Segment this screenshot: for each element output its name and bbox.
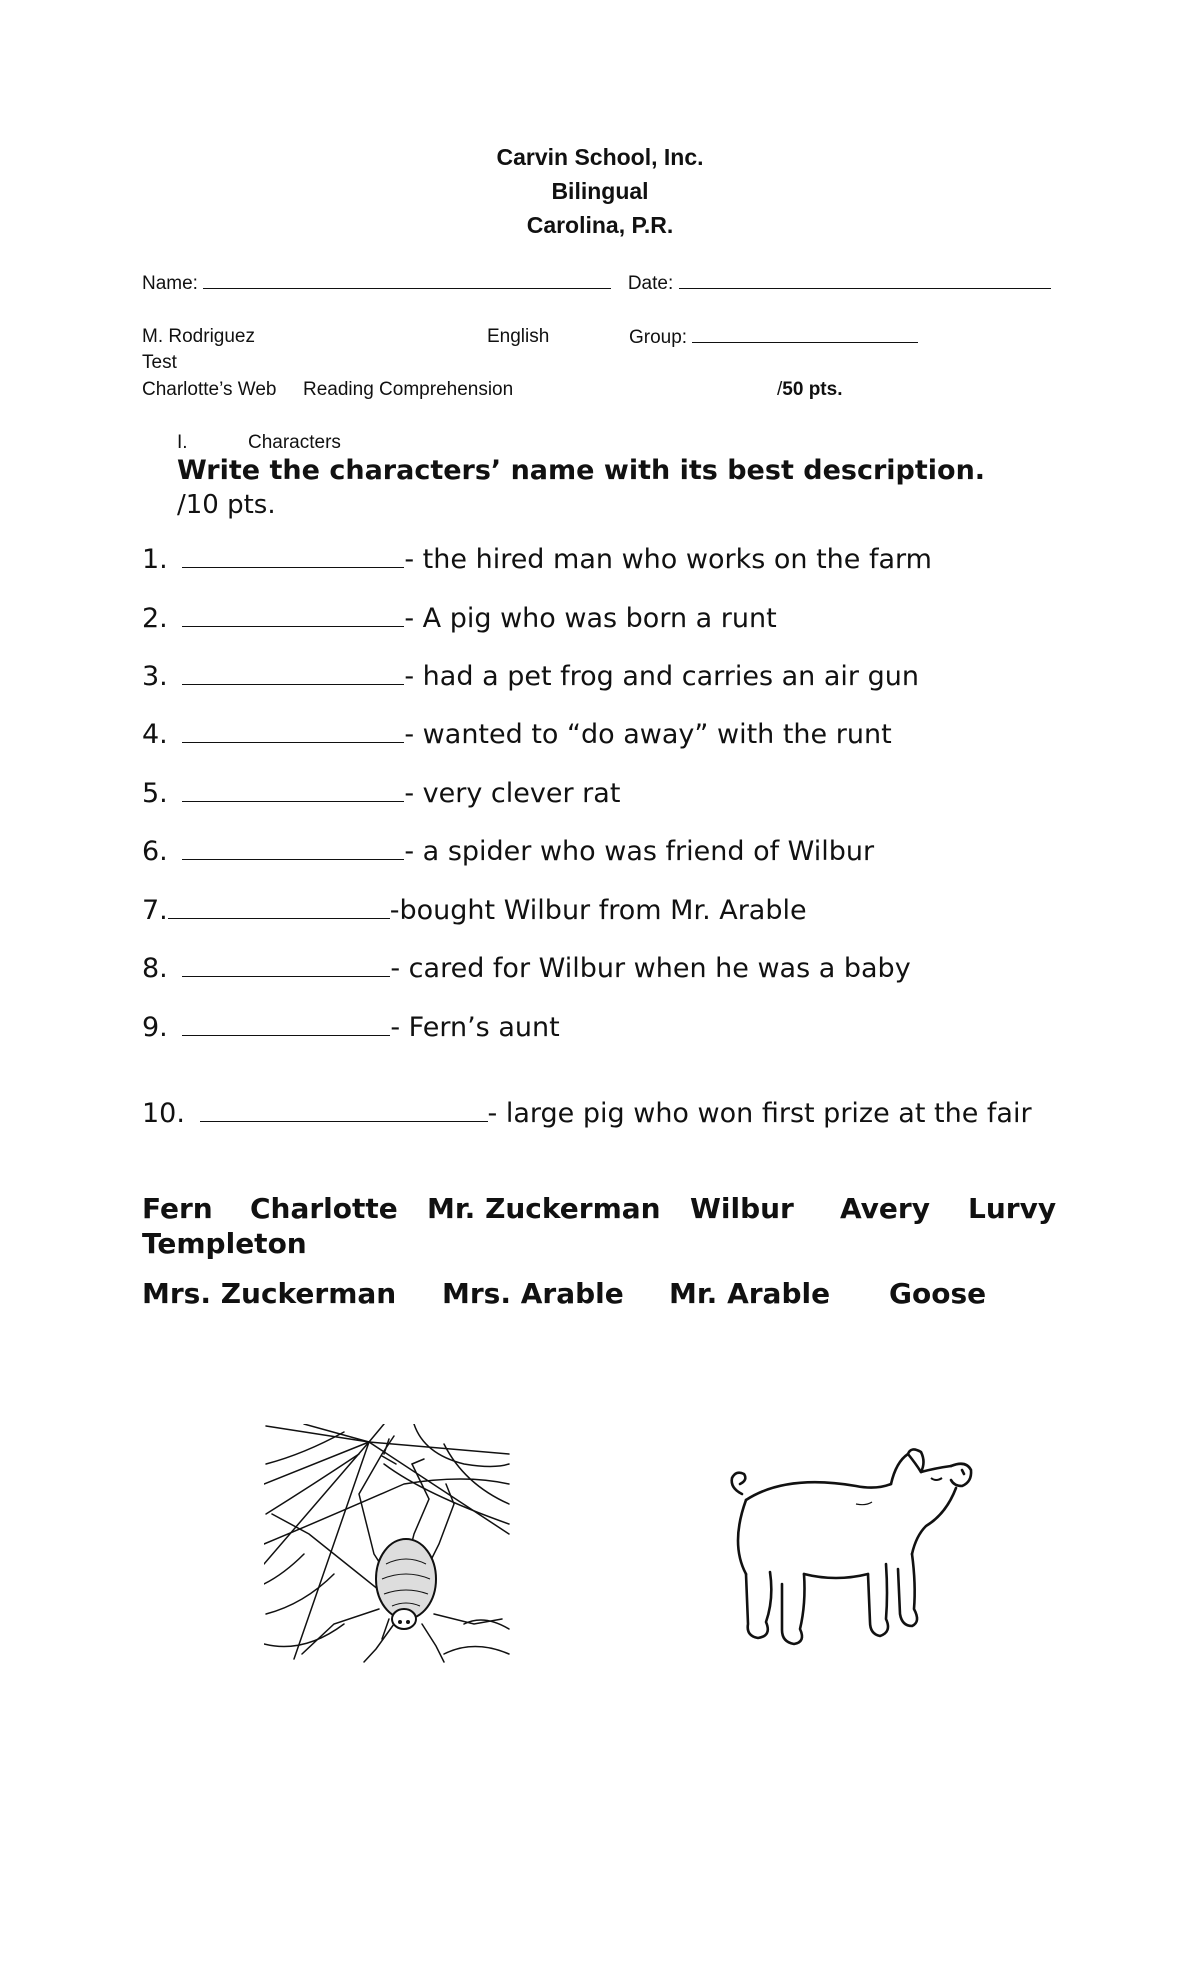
answer-blank[interactable] <box>182 545 404 568</box>
answer-blank[interactable] <box>182 1013 390 1036</box>
name-field[interactable] <box>203 272 611 289</box>
answer-blank[interactable] <box>182 954 390 977</box>
word-bank-goose: Goose <box>889 1277 987 1310</box>
question-text: - A pig who was born a runt <box>404 603 777 634</box>
school-location: Carolina, P.R. <box>526 212 674 238</box>
question-text: - the hired man who works on the farm <box>404 544 932 575</box>
points-value: 50 pts. <box>782 379 843 400</box>
section-number: I. <box>177 432 188 453</box>
word-bank-avery: Avery <box>840 1192 930 1225</box>
section-title: Characters <box>248 432 341 453</box>
answer-blank[interactable] <box>182 662 404 685</box>
question-text: - wanted to “do away” with the runt <box>404 719 892 750</box>
question-number: 5. <box>142 778 168 809</box>
section-points: /10 pts. <box>177 490 276 520</box>
word-bank-mr-zuckerman: Mr. Zuckerman <box>427 1192 661 1225</box>
question-text: - large pig who won first prize at the fair <box>487 1098 1032 1129</box>
question-number: 7. <box>142 895 168 926</box>
name-label: Name: <box>142 273 198 294</box>
section-instruction: Write the characters’ name with its best description. <box>177 455 986 486</box>
spider-on-web-illustration <box>264 1424 510 1664</box>
total-points <box>777 379 842 401</box>
question-text: - very clever rat <box>404 778 621 809</box>
book-title: Charlotte’s Web <box>142 379 277 400</box>
question-6 <box>142 836 874 867</box>
question-2 <box>142 603 777 634</box>
question-number: 1. <box>142 544 168 575</box>
question-text: - Fern’s aunt <box>390 1012 560 1043</box>
answer-blank[interactable] <box>182 604 404 627</box>
question-number: 4. <box>142 719 168 750</box>
school-name: Carvin School, Inc. <box>496 144 704 170</box>
question-number: 6. <box>142 836 168 867</box>
question-number: 9. <box>142 1012 168 1043</box>
answer-blank[interactable] <box>182 837 404 860</box>
answer-blank[interactable] <box>200 1099 488 1122</box>
question-3 <box>142 661 919 692</box>
answer-blank[interactable] <box>182 720 404 743</box>
question-number: 8. <box>142 953 168 984</box>
question-text: - a spider who was friend of Wilbur <box>404 836 875 867</box>
section-type: Reading Comprehension <box>303 379 514 400</box>
question-4 <box>142 719 892 750</box>
name-row <box>142 272 1051 295</box>
word-bank-mr-arable: Mr. Arable <box>669 1277 831 1310</box>
test-label: Test <box>142 352 177 373</box>
date-field[interactable] <box>679 272 1051 289</box>
answer-blank[interactable] <box>168 896 390 919</box>
teacher-name: M. Rodriguez <box>142 326 255 347</box>
group-label: Group: <box>629 327 688 348</box>
answer-blank[interactable] <box>182 779 404 802</box>
group-field[interactable] <box>692 326 918 343</box>
word-bank-lurvy: Lurvy <box>968 1192 1057 1225</box>
program-name: Bilingual <box>551 178 649 204</box>
subject-name: English <box>487 326 550 347</box>
word-bank-mrs-zuckerman: Mrs. Zuckerman <box>142 1277 397 1310</box>
question-number: 3. <box>142 661 168 692</box>
word-bank-wilbur: Wilbur <box>690 1192 794 1225</box>
question-text: -bought Wilbur from Mr. Arable <box>389 895 807 926</box>
question-number: 10. <box>142 1098 185 1129</box>
pig-illustration <box>716 1444 978 1660</box>
group-row <box>629 326 918 349</box>
points-slash: / <box>777 379 783 400</box>
question-text: - had a pet frog and carries an air gun <box>404 661 919 692</box>
question-9 <box>142 1012 560 1043</box>
date-label: Date: <box>627 273 674 294</box>
question-7 <box>142 895 807 926</box>
question-text: - cared for Wilbur when he was a baby <box>390 953 911 984</box>
word-bank-fern: Fern <box>142 1192 213 1225</box>
word-bank-charlotte: Charlotte <box>250 1192 398 1225</box>
question-10 <box>142 1098 1032 1129</box>
question-1 <box>142 544 932 575</box>
question-8 <box>142 953 911 984</box>
question-5 <box>142 778 620 809</box>
word-bank-templeton: Templeton <box>142 1227 307 1260</box>
word-bank-mrs-arable: Mrs. Arable <box>442 1277 624 1310</box>
question-number: 2. <box>142 603 168 634</box>
